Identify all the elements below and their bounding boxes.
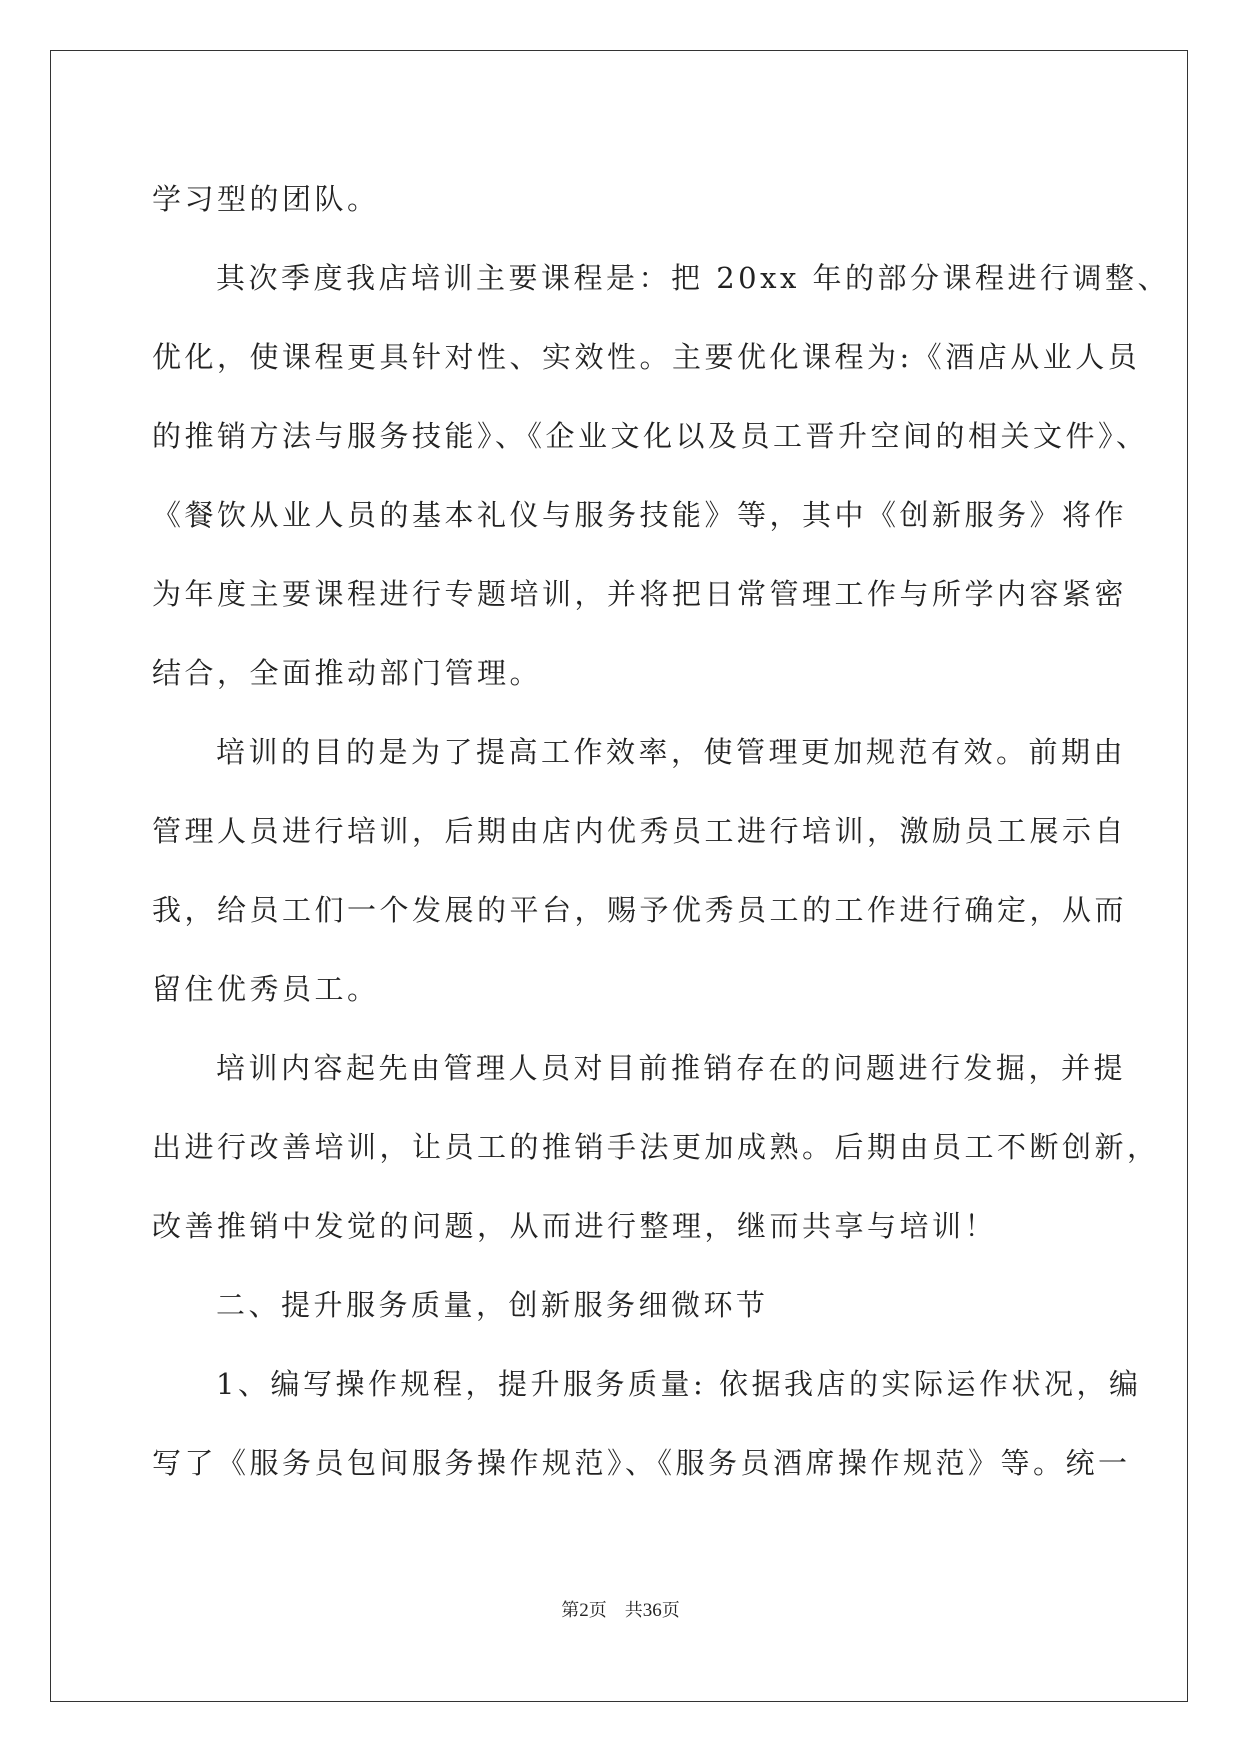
text-line-14: 改善推销中发觉的问题，从而进行整理，继而共享与培训！ <box>152 1209 998 1243</box>
text-line-7: 结合，全面推动部门管理。 <box>152 656 543 690</box>
text-line-11: 留住优秀员工。 <box>152 972 380 1006</box>
text-line-2: 其次季度我店培训主要课程是：把 20xx 年的部分课程进行调整、 <box>216 261 1171 295</box>
text-line-5: 《餐饮从业人员的基本礼仪与服务技能》等，其中《创新服务》将作 <box>152 498 1128 532</box>
text-line-17: 写了《服务员包间服务操作规范》、《服务员酒席操作规范》等。统一 <box>152 1446 1131 1480</box>
text-line-1: 学习型的团队。 <box>152 182 380 216</box>
text-line-12: 培训内容起先由管理人员对目前推销存在的问题进行发掘，并提 <box>216 1051 1127 1085</box>
text-line-3: 优化，使课程更具针对性、实效性。主要优化课程为:《酒店从业人员 <box>152 340 1141 374</box>
document-body <box>152 160 1171 1503</box>
text-line-10: 我，给员工们一个发展的平台，赐予优秀员工的工作进行确定，从而 <box>152 893 1128 927</box>
page-footer <box>0 1596 1241 1622</box>
total-page-count: 36 <box>642 1600 662 1621</box>
text-line-8: 培训的目的是为了提高工作效率，使管理更加规范有效。前期由 <box>216 735 1127 769</box>
footer-suffix: 页 <box>661 1600 680 1621</box>
footer-prefix: 第 <box>561 1600 580 1621</box>
current-page-number: 2 <box>579 1600 589 1621</box>
section-heading: 二、提升服务质量，创新服务细微环节 <box>216 1288 769 1322</box>
text-line-13: 出进行改善培训，让员工的推销手法更加成熟。后期由员工不断创新， <box>152 1130 1160 1164</box>
text-line-4: 的推销方法与服务技能》、《企业文化以及员工晋升空间的相关文件》、 <box>152 419 1149 453</box>
text-line-6: 为年度主要课程进行专题培训，并将把日常管理工作与所学内容紧密 <box>152 577 1128 611</box>
text-line-16: 1、编写操作规程，提升服务质量: 依据我店的实际运作状况，编 <box>216 1367 1142 1401</box>
text-line-9: 管理人员进行培训，后期由店内优秀员工进行培训，激励员工展示自 <box>152 814 1128 848</box>
footer-mid: 页 共 <box>588 1600 643 1621</box>
